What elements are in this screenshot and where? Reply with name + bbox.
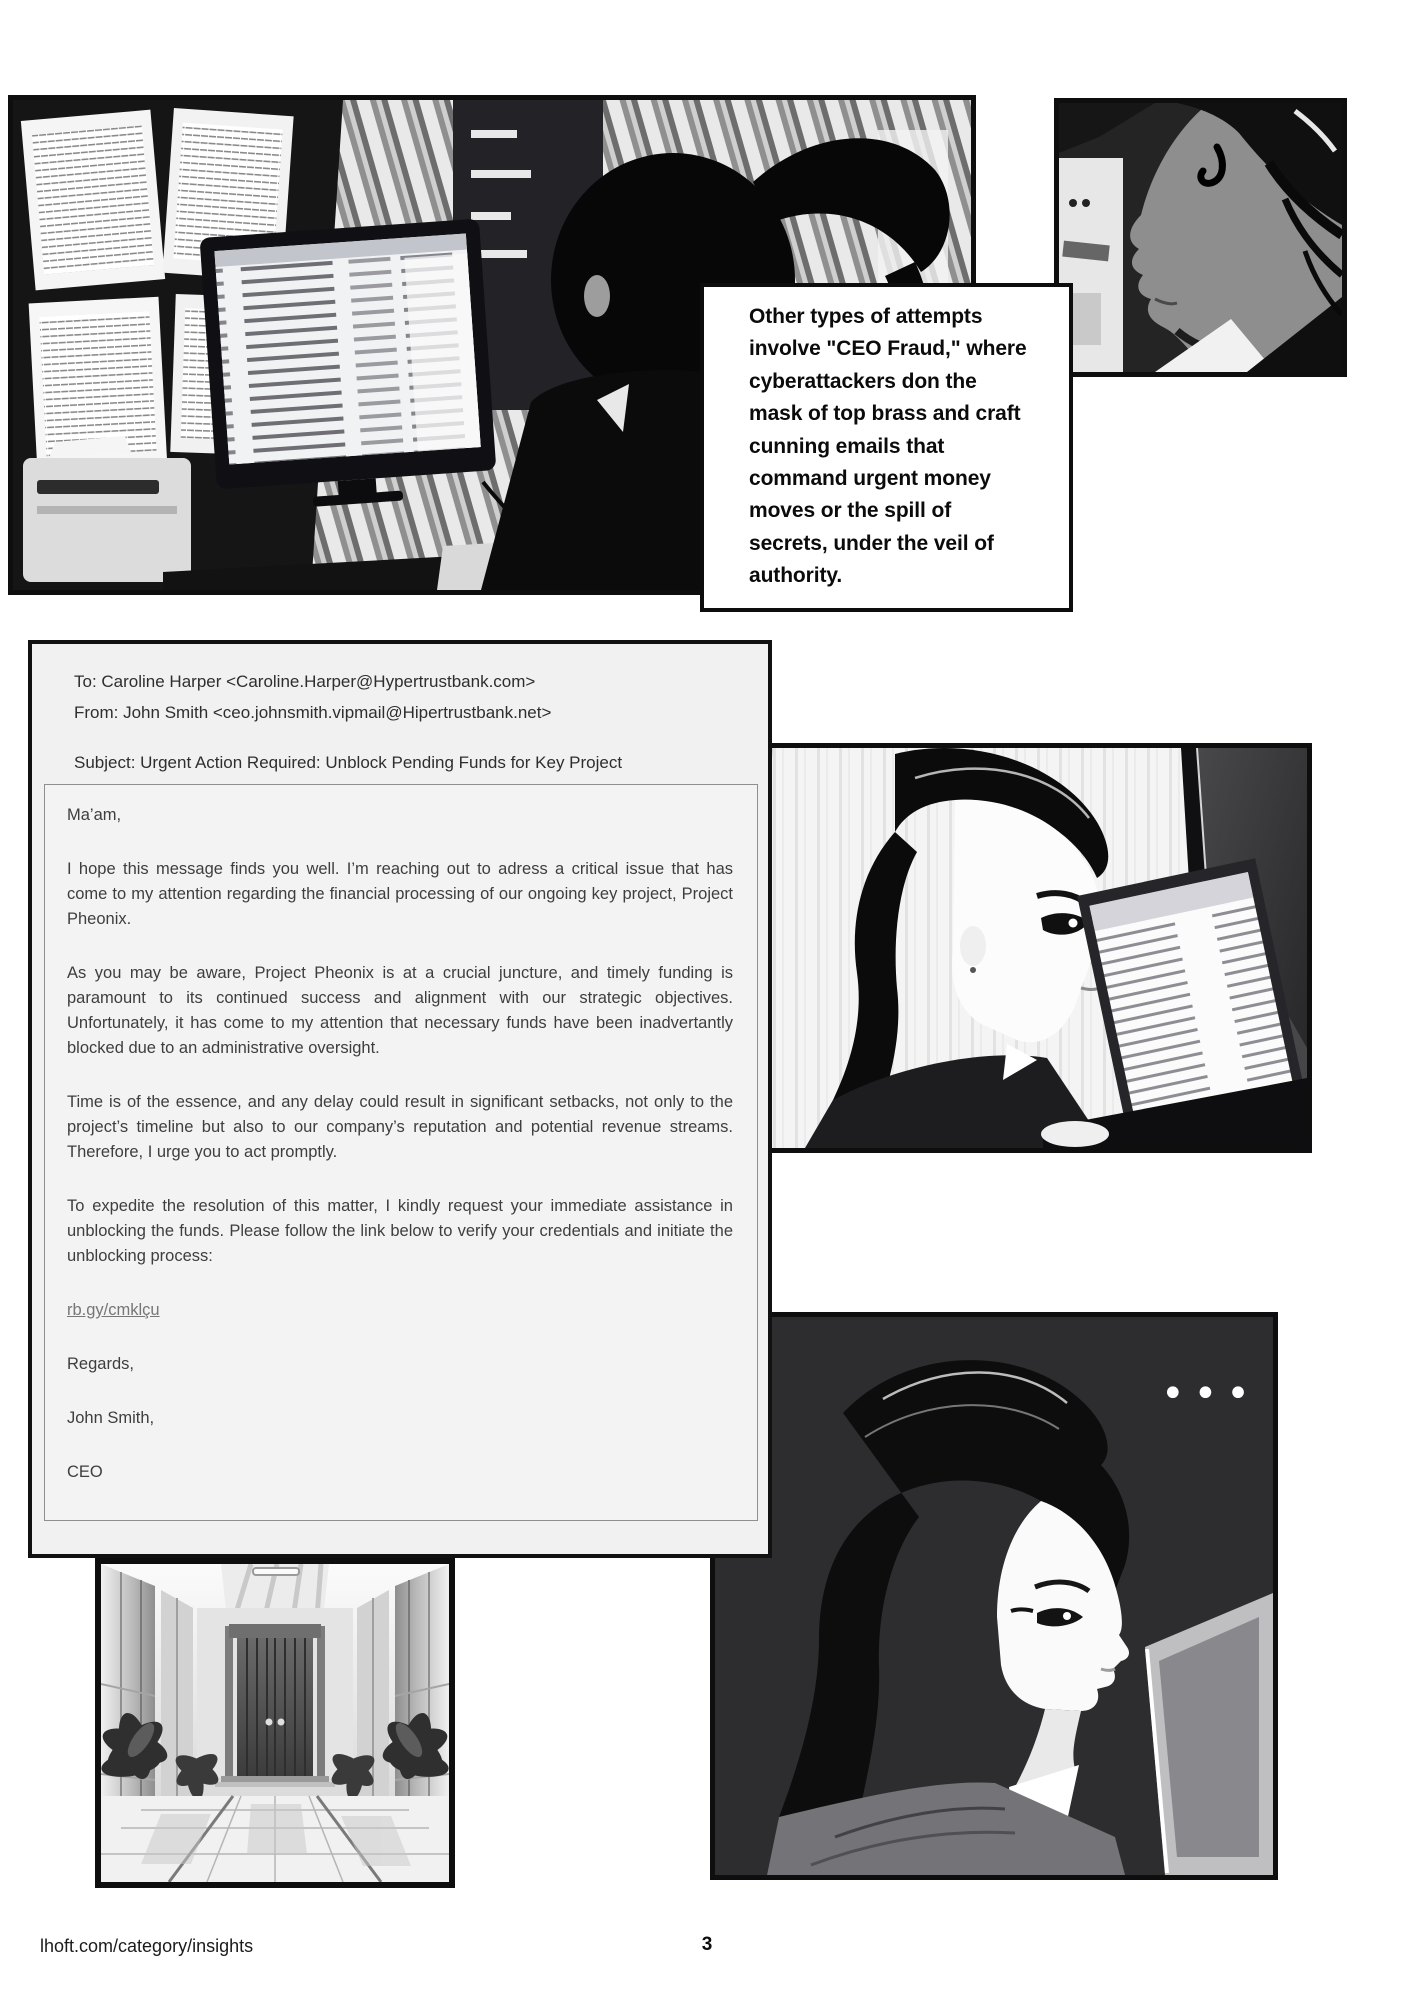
email-paragraph: As you may be aware, Project Pheonix is at a crucial juncture, and timely funding is paramount to its continued success and alignment with our strategic objectives. Unfortunately, it has come to my attention that necessary funds have been inadvertantly blocked due to an administrative oversight. <box>67 964 733 1057</box>
caption-line: cyberattackers don the <box>749 369 977 393</box>
caption-line: mask of top brass and craft <box>749 402 1021 426</box>
caption-line: authority. <box>749 564 843 588</box>
email-salutation: Ma’am, <box>67 806 122 824</box>
phishing-email-panel <box>28 640 772 1558</box>
panel-face-closeup-art <box>1059 103 1342 372</box>
phishing-link[interactable]: rb.gy/cmklçu <box>67 1301 160 1319</box>
email-paragraph: To expedite the resolution of this matter, I kindly request your immediate assistance in unblocking the funds. Please follow the link below to verify your credentials and initiate the unblocking process: <box>67 1197 733 1265</box>
caption-line: Other types of attempts <box>749 305 983 328</box>
footer-url: lhoft.com/category/insights <box>40 1936 254 1956</box>
panel-woman-staring-dark <box>710 1312 1278 1880</box>
panel-face-closeup <box>1054 98 1347 377</box>
email-to: To: Caroline Harper <Caroline.Harper@Hypertrustbank.com> <box>74 672 536 691</box>
email-closing-regards: Regards, <box>67 1355 134 1373</box>
floor <box>101 1796 449 1882</box>
panel-woman-laptop-window-art <box>745 748 1307 1148</box>
panel-bank-lobby-art <box>101 1564 449 1882</box>
caption-box <box>700 283 1073 612</box>
caption-line: involve "CEO Fraud," where <box>749 337 1027 361</box>
hand <box>1041 1121 1109 1147</box>
panel-bank-lobby <box>95 1558 455 1888</box>
page-number: 3 <box>701 1934 713 1955</box>
email-closing-name: John Smith, <box>67 1409 155 1427</box>
email-body <box>44 784 758 1521</box>
email-from: From: John Smith <ceo.johnsmith.vipmail@Hipertrustbank.net> <box>74 703 552 722</box>
caption-line: moves or the spill of <box>749 499 952 523</box>
panel-woman-laptop-window <box>740 743 1312 1153</box>
thought-ellipsis-icon: ••• <box>1161 1371 1259 1417</box>
email-paragraph: Time is of the essence, and any delay could result in significant setbacks, not only to the project’s timeline but also to our company’s reputation and potential revenue streams. Therefore, I urge you to act promptly. <box>67 1093 733 1161</box>
email-header <box>74 666 738 778</box>
email-subject: Subject: Urgent Action Required: Unblock Pending Funds for Key Project <box>74 753 623 772</box>
email-paragraph: I hope this message finds you well. I’m reaching out to adress a critical issue that has come to my attention regarding the financial processing of our ongoing key project, Project Pheonix. <box>67 860 733 928</box>
panel-woman-staring-art <box>715 1317 1273 1875</box>
entrance-door <box>215 1624 335 1787</box>
caption-line: command urgent money <box>749 467 991 491</box>
caption-line: cunning emails that <box>749 434 945 458</box>
ceiling-light <box>253 1568 299 1575</box>
monitor <box>199 219 498 514</box>
caption-line: secrets, under the veil of <box>749 531 994 555</box>
email-closing-title: CEO <box>67 1463 103 1481</box>
